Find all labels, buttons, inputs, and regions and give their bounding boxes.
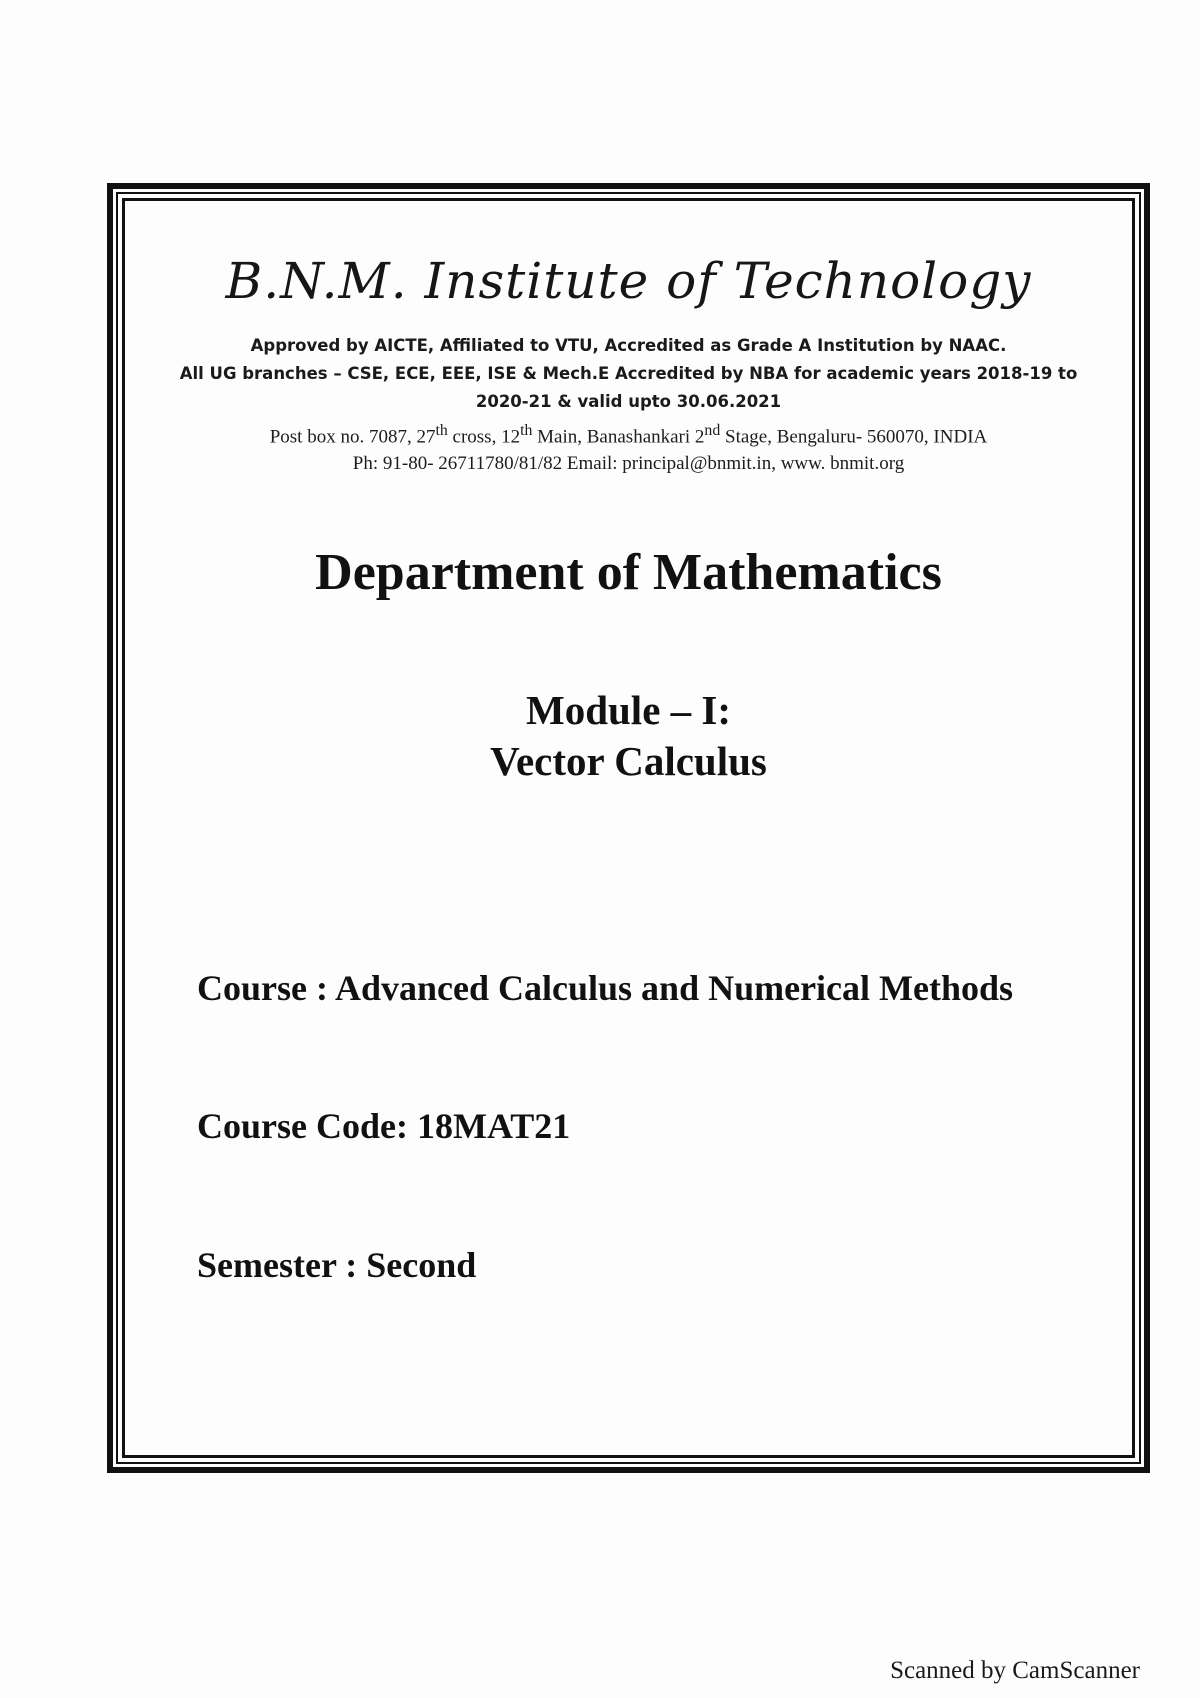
page-border <box>107 183 1150 1473</box>
semester: Semester : Second <box>197 1245 477 1285</box>
page-border-inner <box>122 198 1135 1458</box>
institute-name: B.N.M. Institute of Technology <box>225 252 1032 310</box>
module-title: Vector Calculus <box>490 738 767 784</box>
accreditation-block <box>145 332 1112 416</box>
contact-line: Ph: 91-80- 26711780/81/82 Email: principal@bnmit.in, www. bnmit.org <box>352 453 905 475</box>
course-name: Course : Advanced Calculus and Numerical Methods <box>197 968 1014 1008</box>
accreditation-line: All UG branches – CSE, ECE, EEE, ISE & Mech.E Accredited by NBA for academic years 2018-19 to <box>179 364 1078 383</box>
module-label: Module – I: <box>526 687 731 733</box>
module-heading <box>125 685 1132 787</box>
accreditation-line: 2020-21 & valid upto 30.06.2021 <box>475 392 782 411</box>
page-border-middle <box>116 192 1141 1464</box>
department-title: Department of Mathematics <box>315 544 942 601</box>
address-block <box>125 417 1132 477</box>
accreditation-line: Approved by AICTE, Affiliated to VTU, Accredited as Grade A Institution by NAAC. <box>250 336 1007 355</box>
course-code: Course Code: 18MAT21 <box>197 1106 571 1146</box>
scanner-watermark: Scanned by CamScanner <box>890 1657 1140 1684</box>
postal-address: Post box no. 7087, 27th cross, 12th Main, Banashankari 2nd Stage, Bengaluru- 560070, INDIA <box>269 422 988 448</box>
